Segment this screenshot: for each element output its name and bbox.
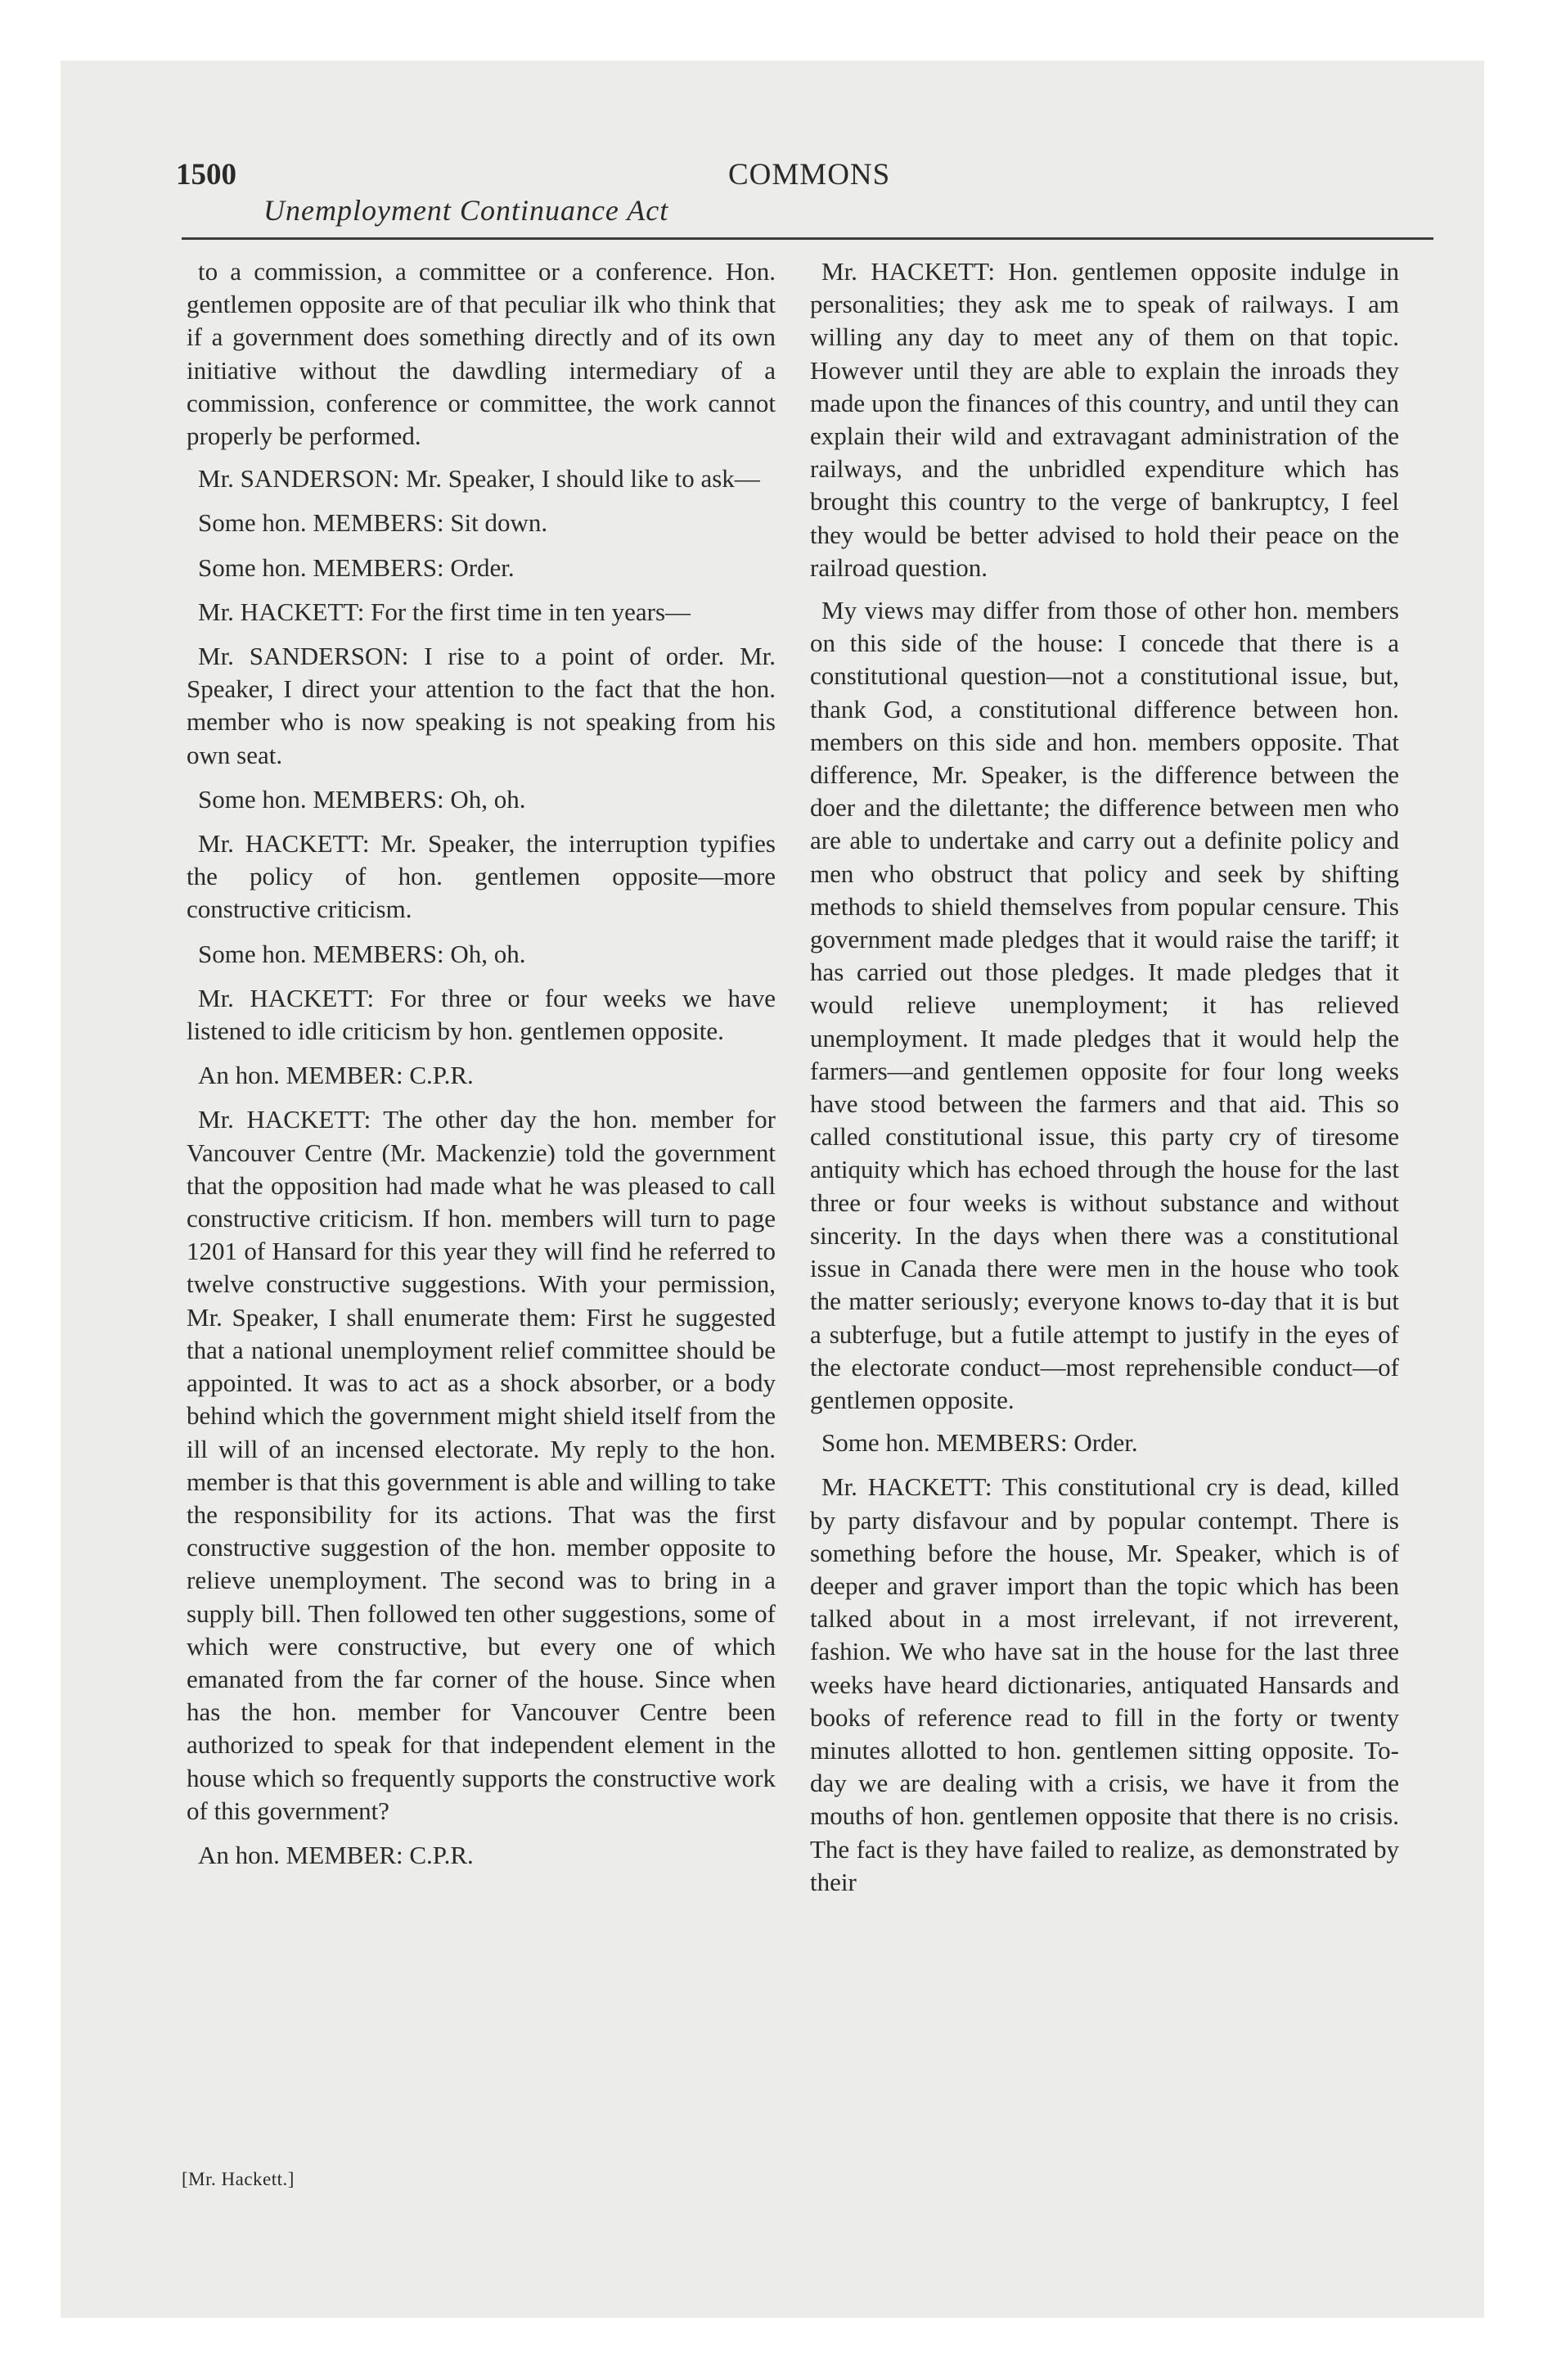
paragraph: Some hon. MEMBERS: Oh, oh. xyxy=(198,939,526,968)
paragraph: Some hon. MEMBERS: Oh, oh. xyxy=(198,784,526,814)
paragraph: Some hon. MEMBERS: Sit down. xyxy=(198,508,548,538)
paragraph: Mr. HACKETT: Hon. gentlemen opposite indulge in personalities; they ask me to speak of railways. I am willing any day to meet any of them on that topic. However until they are able to explain the inroads they made upon the finances of this country, and until they can explain their wild and extravagant administration of the railways, and the unbridled expenditure which has brought this country to the verge of bankruptcy, I feel they would be better advised to hold their peace on the railroad question. xyxy=(810,257,1399,582)
paragraph: My views may differ from those of other hon. members on this side of the house: I concede that there is a constitutional question—not a constitutional issue, but, thank God, a constitutional difference between hon. members on this side and hon. members opposite. That difference, Mr. Speaker, is the difference between the doer and the dilettante; the difference between men who are able to undertake and carry out a definite policy and men who obstruct that policy and seek by shifting methods to shield themselves from popular censure. This government made pledges that it would raise the tariff; it has carried out those pledges. It made pledges that it would relieve unemployment; it has relieved unemployment. It made pledges that it would help the farmers—and gentlemen opposite for four long weeks have stood between the farmers and that aid. This so called constitutional issue, this party cry of tiresome antiquity which has echoed through the house for the last three or four weeks is without substance and without sincerity. In the days when there was a constitutional issue in Canada there were men in the house who took the matter seriously; everyone knows to-day that it is but a subterfuge, but a futile attempt to justify in the eyes of the electorate conduct—most reprehensible conduct—of gentlemen opposite. xyxy=(810,596,1399,1414)
paragraph: Mr. HACKETT: This constitutional cry is dead, killed by party disfavour and by popular contempt. There is something before the house, Mr. Speaker, which is of deeper and graver import than the topic which has been talked about in a most irrelevant, if not irreverent, fashion. We who have sat in the house for the last three weeks have heard dictionaries, antiquated Hansards and books of reference read to fill in the forty or twenty minutes allotted to hon. gentlemen sitting opposite. To-day we are dealing with a crisis, we have it from the mouths of hon. gentlemen opposite that there is no crisis. The fact is they have failed to realize, as demonstrated by their xyxy=(810,1472,1399,1896)
paragraph: Mr. HACKETT: Mr. Speaker, the interruption typifies the policy of hon. gentlemen opposite—more constructive criticism. xyxy=(187,829,776,924)
left-column xyxy=(187,255,776,1883)
right-column xyxy=(810,255,1399,1909)
paragraph: An hon. MEMBER: C.P.R. xyxy=(198,1840,474,1869)
paragraph: Mr. SANDERSON: I rise to a point of order. Mr. Speaker, I direct your attention to the fact that the hon. member who is now speaking is not speaking from his own seat. xyxy=(187,642,776,769)
paragraph: An hon. MEMBER: C.P.R. xyxy=(198,1061,474,1090)
page-number: 1500 xyxy=(176,158,236,192)
running-subtitle: Unemployment Continuance Act xyxy=(263,194,669,227)
section-title: COMMONS xyxy=(728,158,891,192)
header-rule xyxy=(182,237,1433,240)
paragraph: Some hon. MEMBERS: Order. xyxy=(198,552,515,582)
paragraph: Mr. HACKETT: For the first time in ten years— xyxy=(198,597,691,626)
paragraph: Some hon. MEMBERS: Order. xyxy=(821,1428,1138,1458)
paragraph: Mr. SANDERSON: Mr. Speaker, I should like to ask— xyxy=(198,464,760,494)
paragraph: Mr. HACKETT: For three or four weeks we have listened to idle criticism by hon. gentlemen opposite. xyxy=(187,983,776,1046)
speaker-byline: [Mr. Hackett.] xyxy=(182,2169,295,2189)
paragraph: to a commission, a committee or a conference. Hon. gentlemen opposite are of that peculiar ilk who think that if a government does something directly and of its own initiative without the dawdling intermediary of a commission, conference or committee, the work cannot properly be performed. xyxy=(187,257,776,451)
paragraph: Mr. HACKETT: The other day the hon. member for Vancouver Centre (Mr. Mackenzie) told the government that the opposition had made what he was pleased to call constructive criticism. If hon. members will turn to page 1201 of Hansard for this year they will find he referred to twelve constructive suggestions. With your permission, Mr. Speaker, I shall enumerate them: First he suggested that a national unemployment relief committee should be appointed. It was to act as a shock absorber, or a body behind which the government might shield itself from the ill will of an incensed electorate. My reply to the hon. member is that this government is able and willing to take the responsibility for its actions. That was the first constructive suggestion of the hon. member opposite to relieve unemployment. The second was to bring in a supply bill. Then followed ten other suggestions, some of which were constructive, but every one of which emanated from the far corner of the house. Since when has the hon. member for Vancouver Centre been authorized to speak for that independent element in the house which so frequently supports the constructive work of this government? xyxy=(187,1105,776,1825)
